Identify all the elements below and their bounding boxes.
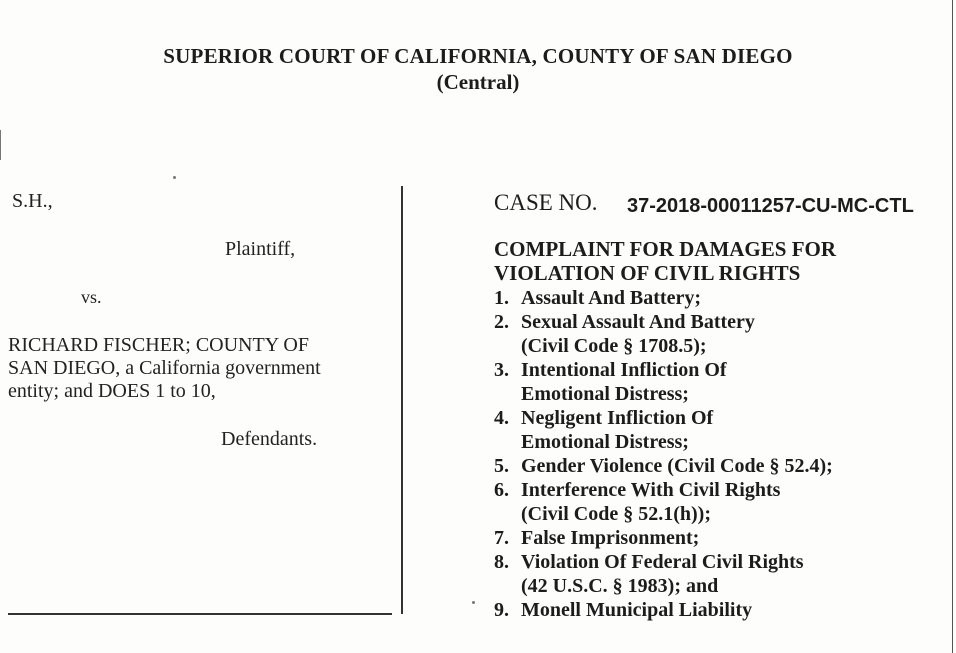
scan-edge-right [952, 0, 953, 653]
defendants-line: SAN DIEGO, a California government [8, 357, 321, 379]
claim-number: 1. [494, 287, 509, 309]
claim-item [494, 454, 833, 478]
defendants-names [8, 334, 321, 403]
claim-number: 4. [494, 407, 509, 429]
claim-text: Gender Violence (Civil Code § 52.4); [521, 455, 833, 477]
claim-text: (42 U.S.C. § 1983); and [521, 575, 719, 597]
scan-speck [472, 601, 475, 604]
claim-item [494, 406, 833, 454]
claim-text: Emotional Distress; [521, 383, 689, 405]
claim-number: 5. [494, 455, 509, 477]
caption-divider-horizontal [8, 613, 392, 615]
court-title: SUPERIOR COURT OF CALIFORNIA, COUNTY OF SAN DIEGO [163, 44, 793, 68]
court-division: (Central) [436, 70, 520, 94]
case-number-label: CASE NO. [494, 190, 598, 215]
claim-item [494, 526, 833, 550]
claim-number: 2. [494, 311, 509, 333]
claim-text: Assault And Battery; [521, 287, 702, 309]
claim-text: Monell Municipal Liability [521, 599, 753, 621]
claim-text: Interference With Civil Rights [521, 479, 781, 501]
claim-item [494, 598, 833, 622]
case-number: 37-2018-00011257-CU-MC-CTL [627, 195, 914, 217]
claim-item [494, 478, 833, 526]
complaint-title [494, 237, 836, 285]
claim-item [494, 286, 833, 310]
defendants-line: RICHARD FISCHER; COUNTY OF [8, 334, 309, 356]
claim-text: Emotional Distress; [521, 431, 689, 453]
scan-speck [173, 176, 176, 179]
plaintiff-role: Plaintiff, [225, 238, 296, 260]
claim-number: 3. [494, 359, 509, 381]
claim-number: 7. [494, 527, 509, 549]
claim-number: 9. [494, 599, 509, 621]
claim-text: Negligent Infliction Of [521, 407, 714, 429]
scan-edge-left [0, 130, 1, 160]
claim-item [494, 550, 833, 598]
claim-number: 8. [494, 551, 509, 573]
versus-label: vs. [81, 287, 102, 307]
claim-number: 6. [494, 479, 509, 501]
plaintiff-name: S.H., [12, 190, 53, 212]
complaint-title-line: VIOLATION OF CIVIL RIGHTS [494, 261, 801, 285]
claim-text: Sexual Assault And Battery [521, 311, 755, 333]
claims-list [494, 286, 833, 622]
defendants-role: Defendants. [221, 428, 318, 450]
caption-divider-vertical [401, 186, 403, 614]
claim-text: False Imprisonment; [521, 527, 700, 549]
claim-item [494, 310, 833, 358]
claim-text: (Civil Code § 52.1(h)); [521, 503, 711, 525]
defendants-line: entity; and DOES 1 to 10, [8, 380, 216, 402]
claim-text: Intentional Infliction Of [521, 359, 727, 381]
claim-item [494, 358, 833, 406]
complaint-title-line: COMPLAINT FOR DAMAGES FOR [494, 237, 837, 261]
claim-text: (Civil Code § 1708.5); [521, 335, 707, 357]
claim-text: Violation Of Federal Civil Rights [521, 551, 804, 573]
